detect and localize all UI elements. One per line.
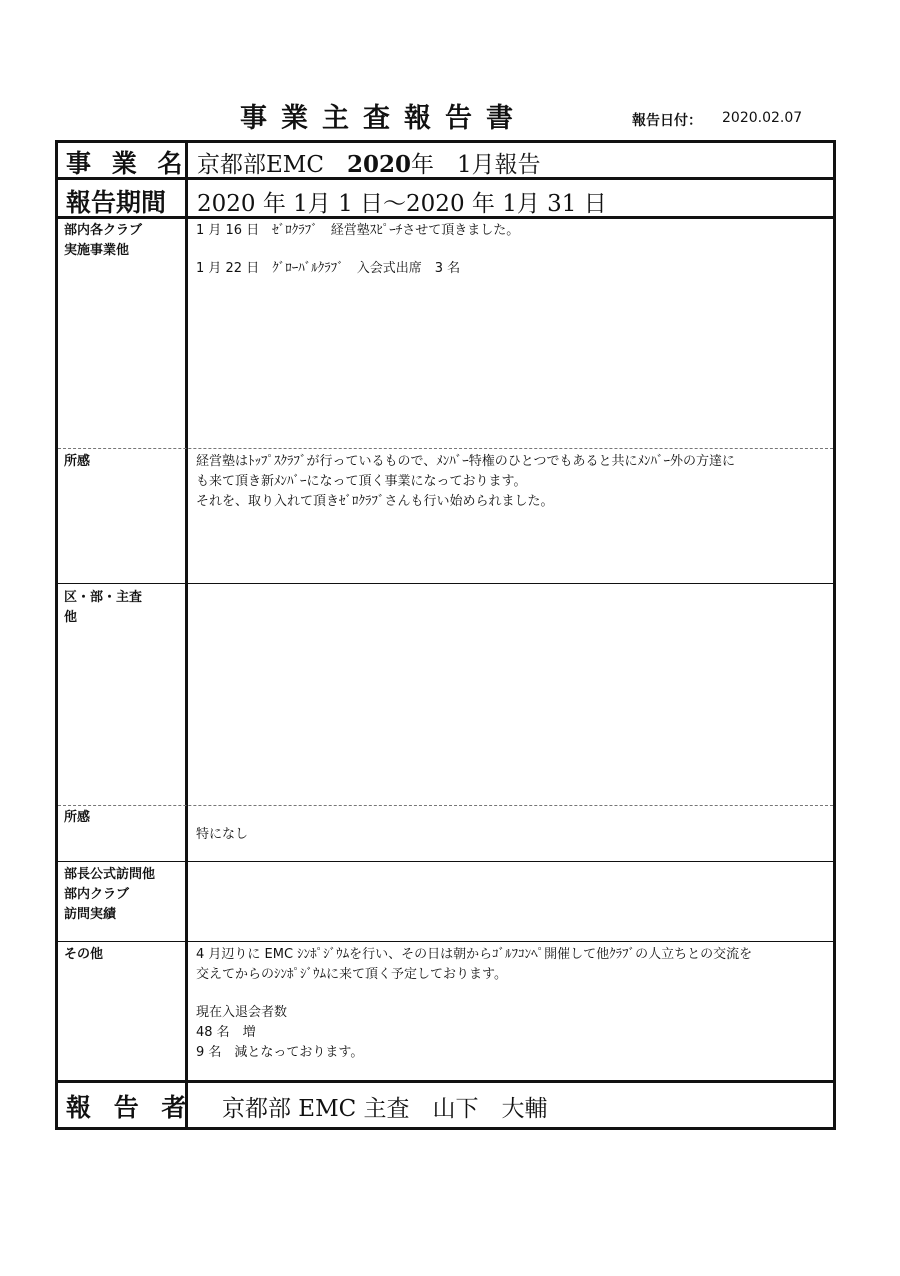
activity-line: 1 月 22 日 ｸﾞﾛｰﾊﾞﾙｸﾗﾌﾞ 入会式出席 3 名 xyxy=(196,261,461,276)
impression1-line: それを、取り入れて頂きｾﾞﾛｸﾗﾌﾞさんも行い始められました。 xyxy=(196,494,554,509)
label-column-divider xyxy=(185,140,188,1130)
members-title: 現在入退会者数 xyxy=(196,1005,288,1020)
members-out: 9 名 減となっております。 xyxy=(196,1045,364,1060)
activity-line: 1 月 16 日 ｾﾞﾛｸﾗﾌﾞ 経営塾ｽﾋﾟｰﾁさせて頂きました。 xyxy=(196,223,520,238)
visits-label-line1: 部長公式訪問他 xyxy=(64,867,156,882)
other-line: 4 月辺りに EMC ｼﾝﾎﾟｼﾞｳﾑを行い、その日は朝からｺﾞﾙﾌｺﾝﾍﾟ開催して他ｸﾗﾌﾞの人立ちとの交流を xyxy=(196,947,753,962)
row-divider-visits xyxy=(55,941,836,942)
visits-label-line2: 部内クラブ xyxy=(64,887,130,902)
reporter-value: 京都部 EMC 主査 山下 大輔 xyxy=(222,1096,548,1122)
other-line: 交えてからのｼﾝﾎﾟｼﾞｳﾑに来て頂く予定しております。 xyxy=(196,967,507,982)
reporter-label: 報 告 者 xyxy=(66,1093,194,1122)
impression1-line: も来て頂き新ﾒﾝﾊﾞｰになって頂く事業になっております。 xyxy=(196,474,527,489)
club-activities-label-line2: 実施事業他 xyxy=(64,243,130,258)
club-activities-label xyxy=(64,221,142,261)
row-divider-impression1 xyxy=(55,583,836,584)
page-title: 事業主査報告書 xyxy=(240,103,527,134)
other-text xyxy=(196,945,832,1063)
other-label: その他 xyxy=(64,947,104,962)
impression2-text: 特になし xyxy=(196,827,249,842)
impression1-text xyxy=(196,452,832,512)
members-in: 48 名 増 xyxy=(196,1025,256,1040)
impression1-line: 経営塾はﾄｯﾌﾟｽｸﾗﾌﾞが行っているもので、ﾒﾝﾊﾞｰ特権のひとつでもあると共にﾒﾝﾊﾞｰ外の方達に xyxy=(196,454,735,469)
row-divider-other xyxy=(55,1080,836,1083)
club-activities-text xyxy=(196,221,832,279)
row-divider-activities-dashed xyxy=(58,448,833,449)
district-label xyxy=(64,588,142,628)
club-activities-label-line1: 部内各クラブ xyxy=(64,223,143,238)
period-value: 2020 年 1月 1 日～2020 年 1月 31 日 xyxy=(197,191,607,217)
district-label-line2: 他 xyxy=(64,610,78,625)
project-name-value xyxy=(197,146,541,179)
row-divider-district-dashed xyxy=(58,805,833,806)
report-date-label: 報告日付： xyxy=(632,113,702,129)
project-name-year: 2020 xyxy=(346,151,411,178)
visits-label xyxy=(64,865,155,925)
district-label-line1: 区・部・主査 xyxy=(64,590,143,605)
project-name-prefix: 京都部EMC xyxy=(197,152,347,178)
period-label: 報告期間 xyxy=(66,188,167,217)
project-name-suffix: 年 1月報告 xyxy=(410,152,541,178)
report-date-value: 2020.02.07 xyxy=(722,110,803,126)
project-name-label: 事 業 名 xyxy=(66,149,189,178)
impression2-label: 所感 xyxy=(64,810,91,825)
visits-label-line3: 訪問実績 xyxy=(64,907,117,922)
row-divider-impression2 xyxy=(55,861,836,862)
impression1-label: 所感 xyxy=(64,454,91,469)
